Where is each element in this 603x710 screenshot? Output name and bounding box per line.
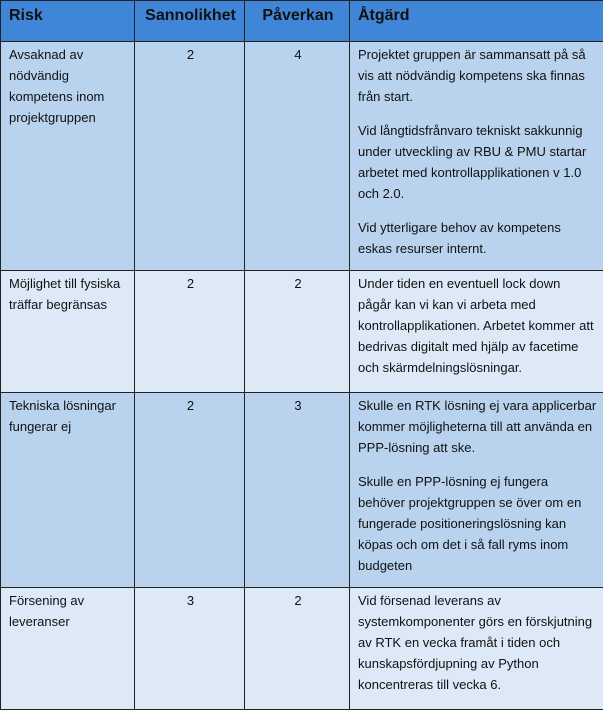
action-paragraph: Vid långtidsfrånvaro tekniskt sakkunnig under utveckling av RBU & PMU startar arbetet med kontrollapplikationen v 1.0 och 2.0.: [358, 120, 597, 204]
action-paragraph: Skulle en RTK lösning ej vara applicerbar kommer möjligheterna till att använda en PPP-lösning att ske.: [358, 395, 597, 458]
action-cell: [350, 393, 603, 588]
impact-cell: 2: [245, 588, 350, 710]
probability-cell: 2: [135, 271, 245, 393]
table-row: [1, 42, 603, 271]
header-action: Åtgärd: [350, 1, 603, 42]
action-paragraph: Projektet gruppen är sammansatt på så vis att nödvändig kompetens ska finnas från start.: [358, 44, 597, 107]
probability-cell: 3: [135, 588, 245, 710]
table-row: [1, 393, 603, 588]
action-cell: [350, 42, 603, 271]
risk-cell: Försening av leveranser: [1, 588, 135, 710]
impact-cell: 3: [245, 393, 350, 588]
action-paragraph: Under tiden en eventuell lock down pågår kan vi kan vi arbeta med kontrollapplikationen. Arbetet kommer att bedrivas digitalt med hjälp av facetime och skärmdelningslösningar.: [358, 273, 597, 378]
probability-cell: 2: [135, 393, 245, 588]
risk-cell: Tekniska lösningar fungerar ej: [1, 393, 135, 588]
action-paragraph: Vid försenad leverans av systemkomponenter görs en förskjutning av RTK en vecka framåt i tiden och kunskapsfördjupning av Python koncentreras till vecka 6.: [358, 590, 597, 695]
table-row: [1, 588, 603, 710]
impact-cell: 2: [245, 271, 350, 393]
header-probability: Sannolikhet: [135, 1, 245, 42]
action-cell: [350, 588, 603, 710]
risk-cell: Avsaknad av nödvändig kompetens inom projektgruppen: [1, 42, 135, 271]
table-header: [1, 1, 603, 42]
table-row: [1, 271, 603, 393]
header-row: [1, 1, 603, 42]
header-impact: Påverkan: [245, 1, 350, 42]
impact-cell: 4: [245, 42, 350, 271]
action-cell: [350, 271, 603, 393]
header-risk: Risk: [1, 1, 135, 42]
probability-cell: 2: [135, 42, 245, 271]
action-paragraph: Skulle en PPP-lösning ej fungera behöver projektgruppen se över om en fungerade positioneringslösning kan köpas och om det i så fall ryms inom budgeten: [358, 471, 597, 576]
risk-cell: Möjlighet till fysiska träffar begränsas: [1, 271, 135, 393]
table-body: [1, 42, 603, 710]
action-paragraph: Vid ytterligare behov av kompetens eskas resurser internt.: [358, 217, 597, 259]
